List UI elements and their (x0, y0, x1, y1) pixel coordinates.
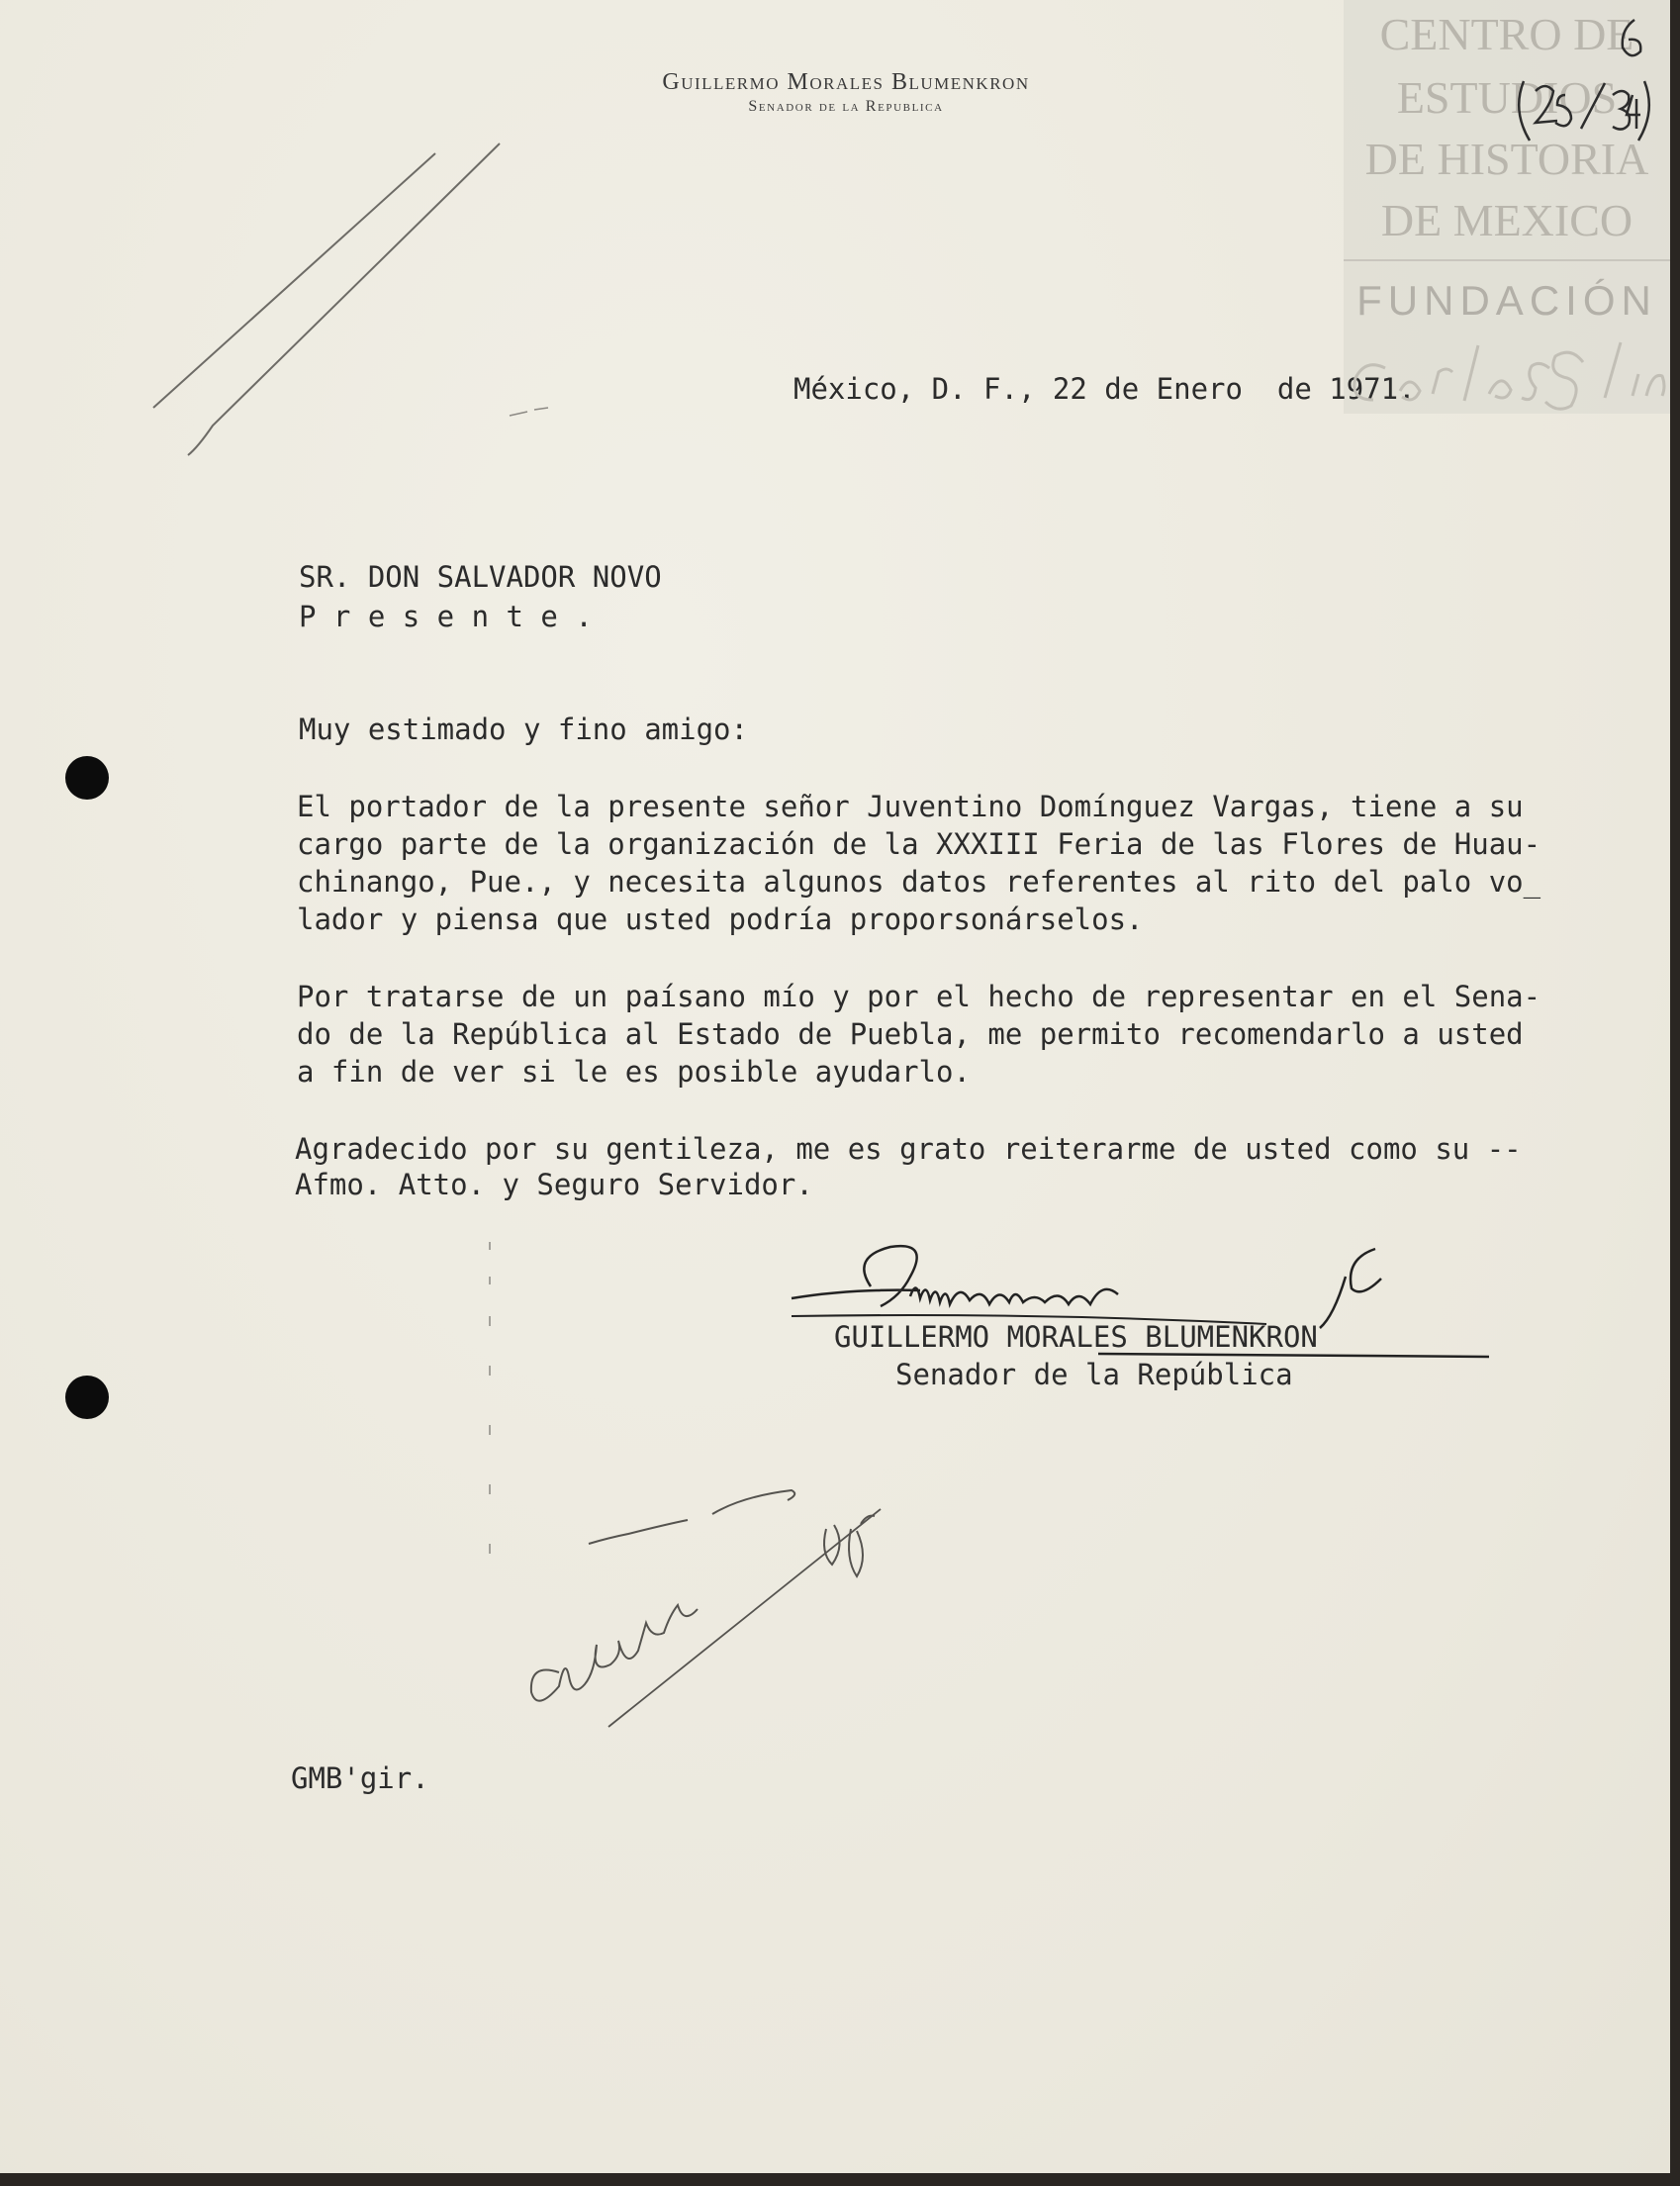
stamp-foundation: FUNDACIÓN (1356, 277, 1657, 324)
signature-typed-name: GUILLERMO MORALES BLUMENKRON (834, 1320, 1318, 1354)
paragraph-3-line-1: Agradecido por su gentileza, me es grato reiterarme de usted como su -- (295, 1132, 1522, 1166)
stamp-line-3: DE HISTORIA (1364, 134, 1649, 184)
paragraph-1-line-3: chinango, Pue., y necesita algunos datos referentes al rito del palo vo_ (297, 865, 1541, 899)
stamp-line-2: ESTUDIOS (1396, 72, 1618, 123)
recipient-present: P r e s e n t e . (299, 600, 593, 633)
recipient-name: SR. DON SALVADOR NOVO (299, 560, 662, 594)
stamp-line-4: DE MEXICO (1380, 195, 1633, 245)
typist-initials: GMB'gir. (291, 1761, 429, 1795)
letterhead-name: Guillermo Morales Blumenkron (662, 69, 1030, 95)
stamp-line-1: CENTRO DE (1379, 9, 1634, 59)
paragraph-2-line-2: do de la República al Estado de Puebla, me permito recomendarlo a usted (297, 1017, 1524, 1051)
paragraph-1-line-2: cargo parte de la organización de la XXXIII Feria de las Flores de Huau- (297, 827, 1541, 861)
pencil-specks (490, 408, 548, 1554)
scan-border-right (1670, 0, 1680, 2186)
scan-border-bottom (0, 2173, 1680, 2186)
salutation: Muy estimado y fino amigo: (299, 713, 748, 746)
letter-date: México, D. F., 22 de Enero de 1971. (793, 372, 1416, 406)
pencil-stroke-1 (153, 153, 435, 408)
archive-folio-mark (1519, 20, 1649, 141)
pencil-annotation (531, 1490, 881, 1727)
paragraph-1-line-4: lador y piensa que usted podría proporsonárselos. (297, 903, 1144, 936)
paragraph-1-line-1: El portador de la presente señor Juventino Domínguez Vargas, tiene a su (297, 790, 1524, 823)
signature-scribble (792, 1246, 1489, 1357)
paragraph-3-line-2: Afmo. Atto. y Seguro Servidor. (295, 1168, 813, 1201)
stamp-brand-script (1354, 342, 1664, 409)
letterhead-title: Senador de la Republica (748, 98, 944, 115)
paragraph-2-line-3: a fin de ver si le es posible ayudarlo. (297, 1055, 971, 1089)
paragraph-2-line-1: Por tratarse de un paísano mío y por el hecho de representar en el Sena- (297, 980, 1541, 1013)
signature-title: Senador de la República (895, 1358, 1293, 1391)
pencil-stroke-2 (188, 143, 500, 455)
page-number-6 (1623, 20, 1641, 55)
